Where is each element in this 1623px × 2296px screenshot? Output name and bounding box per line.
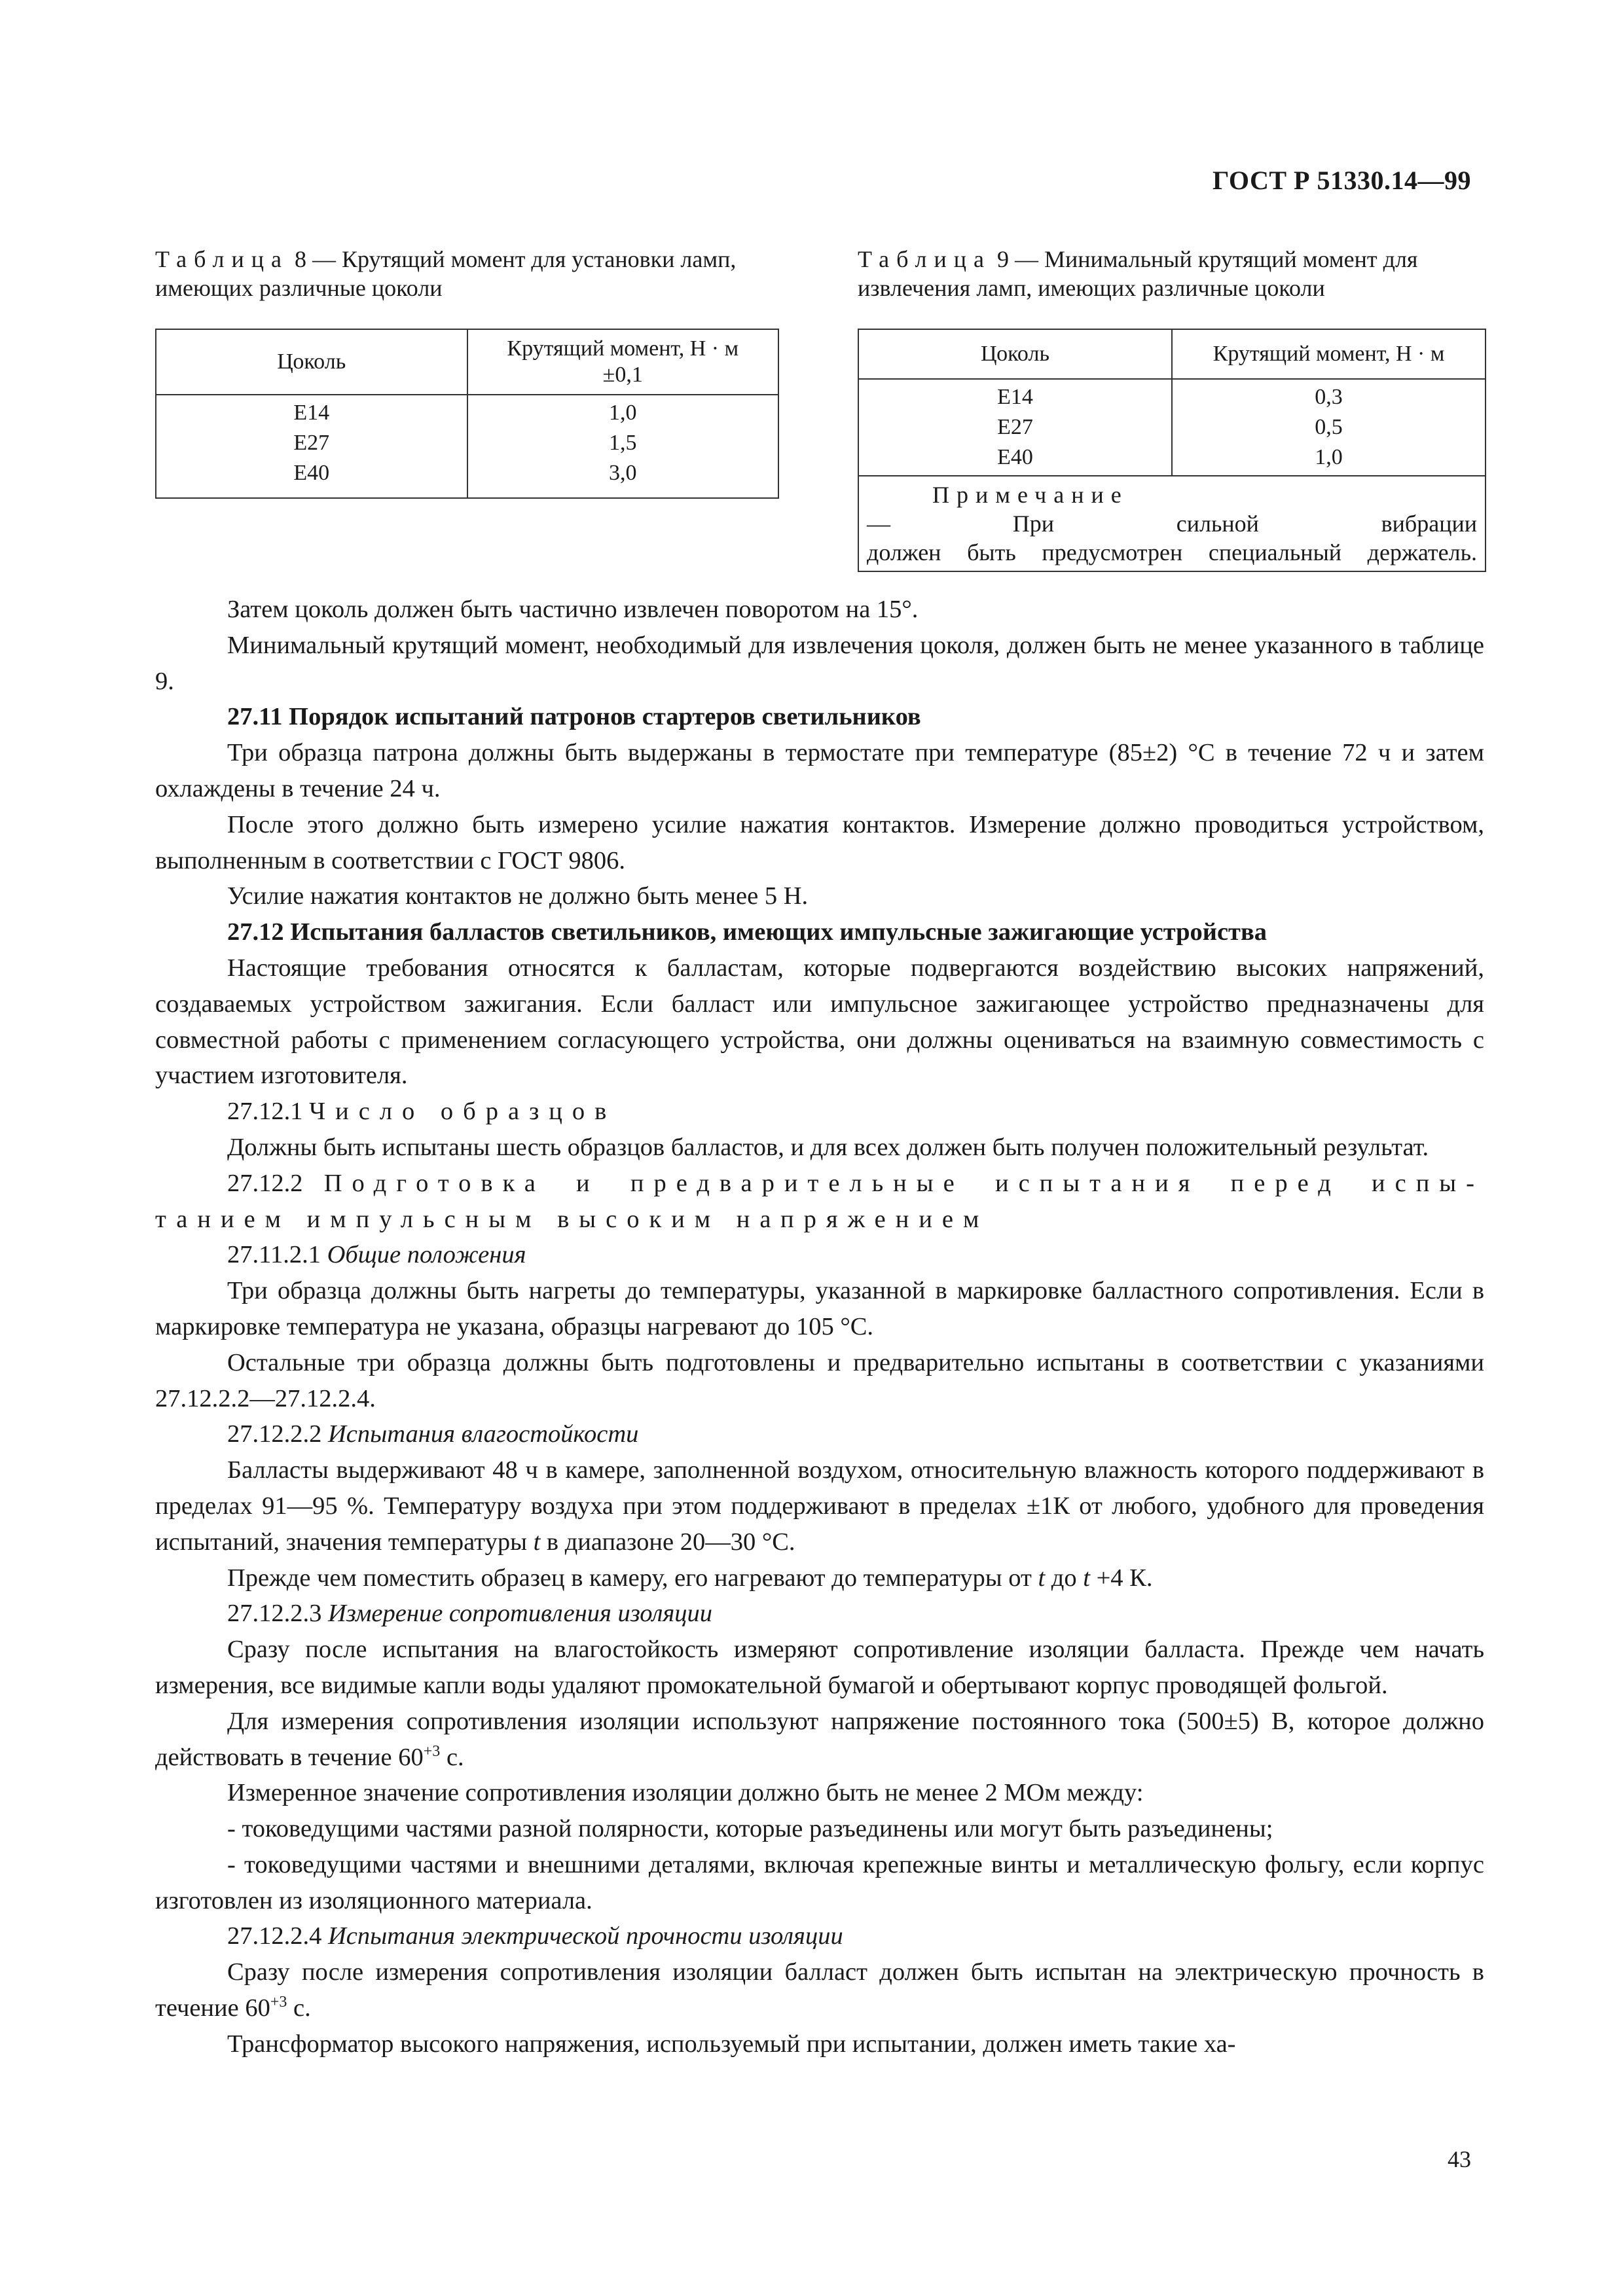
table-9-note: Примечание — При сильной вибрации должен быть предусмотрен специальный держатель. [858, 476, 1486, 571]
paragraph: Должны быть испытаны шесть образцов балластов, и для всех должен быть получен положительный результат. [227, 1133, 1429, 1161]
table-cell: 1,5 [609, 431, 637, 455]
table-9 [858, 245, 1486, 572]
paragraph: Минимальный крутящий момент, необходимый для извлечения цоколя, должен быть не менее указанного в таблице 9. [155, 631, 1484, 695]
paragraph: Остальные три образца должны быть подготовлены и предварительно испытаны в соответствии с указаниями 27.12.2.2—27.12.2.4. [155, 1348, 1484, 1412]
subsection-heading-cont: танием импульсным высоким напряжением [155, 1205, 989, 1233]
table-cell: 3,0 [609, 461, 637, 485]
paragraph: Три образца патрона должны быть выдержаны в термостате при температуре (85±2) °С в течение 72 ч и затем охлаждены в течение 24 ч. [155, 739, 1484, 802]
table-8-caps [156, 395, 467, 498]
table-cell: E40 [293, 461, 330, 485]
table-9-grid [858, 329, 1486, 572]
paragraph: Усилие нажатия контактов не должно быть менее 5 Н. [227, 882, 809, 910]
table-cell: 0,5 [1315, 415, 1343, 439]
subsection-heading: 27.12.2 Подготовка и предварительные испытания перед испы- [227, 1169, 1484, 1197]
section-heading-27-12: 27.12 Испытания балластов светильников, имеющих импульсные зажигающие устройства [227, 918, 1267, 946]
list-item: - токоведущими частями разной полярности, которые разъединены или могут быть разъединены; [227, 1815, 1273, 1843]
table-cell: 0,3 [1315, 385, 1343, 409]
paragraph: Три образца должны быть нагреты до температуры, указанной в маркировке балластного сопротивления. Если в маркировке температура не указана, образцы нагревают до 105 °С. [155, 1277, 1484, 1340]
list-item: - токоведущими частями и внешними деталями, включая крепежные винты и металлическую фольгу, если корпус изготовлен из изоляционного материала. [155, 1850, 1484, 1914]
paragraph: Балласты выдерживают 48 ч в камере, заполненной воздухом, относительную влажность которого поддерживают в пределах 91—95 %. Температуру воздуха при этом поддерживают в пределах ±1К от любого, удобного для проведения испытаний, значения температуры t в диапазоне 20—30 °С. [155, 1456, 1484, 1556]
table-cell: E27 [997, 415, 1033, 439]
table-8-grid [155, 329, 779, 499]
document-number: ГОСТ Р 51330.14—99 [1212, 166, 1471, 195]
paragraph: После этого должно быть измерено усилие нажатия контактов. Измерение должно проводиться устройством, выполненным в соответствии с ГОСТ 9806. [155, 810, 1484, 874]
table-cell: E27 [293, 431, 330, 455]
table-cell: 1,0 [609, 401, 637, 425]
table-8-header-cap: Цоколь [156, 329, 467, 395]
table-8-header-torque: Крутящий момент, Н · м ±0,1 [467, 329, 779, 395]
table-cell: 1,0 [1315, 445, 1343, 469]
subsection-heading: 27.12.2.3 Измерение сопротивления изоляции [227, 1600, 713, 1628]
table-9-header-cap: Цоколь [858, 329, 1172, 379]
body-text [155, 592, 1484, 2062]
table-cell: E40 [997, 445, 1033, 469]
table-9-caption: Таблица 9 — Минимальный крутящий момент для извлечения ламп, имеющих различные цоколи [858, 246, 1418, 301]
section-heading-27-11: 27.11 Порядок испытаний патронов стартеров светильников [227, 703, 921, 731]
subsection-heading: 27.12.2.4 Испытания электрической прочности изоляции [227, 1922, 843, 1950]
paragraph: Сразу после испытания на влагостойкость измеряют сопротивление изоляции балласта. Прежде чем начать измерения, все видимые капли воды удаляют промокательной бумагой и обертывают корпус проводящей фольгой. [155, 1636, 1484, 1699]
paragraph: Трансформатор высокого напряжения, используемый при испытании, должен иметь такие ха- [227, 2030, 1236, 2058]
table-9-caps [858, 379, 1172, 476]
page-number: 43 [1448, 2146, 1471, 2172]
table-9-values [1172, 379, 1486, 476]
paragraph: Для измерения сопротивления изоляции используют напряжение постоянного тока (500±5) В, которое должно действовать в течение $60^{+3}$ с. [155, 1707, 1484, 1771]
paragraph: Измеренное значение сопротивления изоляции должно быть не менее 2 МОм между: [227, 1779, 1144, 1807]
subsection-heading: 27.11.2.1 Общие положения [227, 1241, 526, 1269]
table-8 [155, 245, 779, 499]
table-cell: E14 [997, 385, 1033, 409]
paragraph: Сразу после измерения сопротивления изоляции балласт должен быть испытан на электрическую прочность в течение $60^{+3}$ с. [155, 1958, 1484, 2022]
table-9-header-torque: Крутящий момент, Н · м [1172, 329, 1486, 379]
table-8-caption: Таблица 8 — Крутящий момент для установки ламп, имеющих различные цоколи [155, 246, 737, 301]
paragraph: Настоящие требования относятся к балластам, которые подвергаются воздействию высоких напряжений, создаваемых устройством зажигания. Если балласт или импульсное зажигающее устройство предназначены для совместной работы с применением согласующего устройства, они должны оцениваться на взаимную совместимость с участием изготовителя. [155, 954, 1484, 1090]
table-cell: E14 [293, 401, 330, 425]
subsection-heading: 27.12.1 Число образцов [227, 1098, 617, 1126]
subsection-heading: 27.12.2.2 Испытания влагостойкости [227, 1420, 639, 1448]
paragraph: Затем цоколь должен быть частично извлечен поворотом на 15°. [227, 596, 919, 623]
paragraph: Прежде чем поместить образец в камеру, его нагревают до температуры от t до t +4 К. [227, 1564, 1153, 1592]
table-8-values [467, 395, 779, 498]
